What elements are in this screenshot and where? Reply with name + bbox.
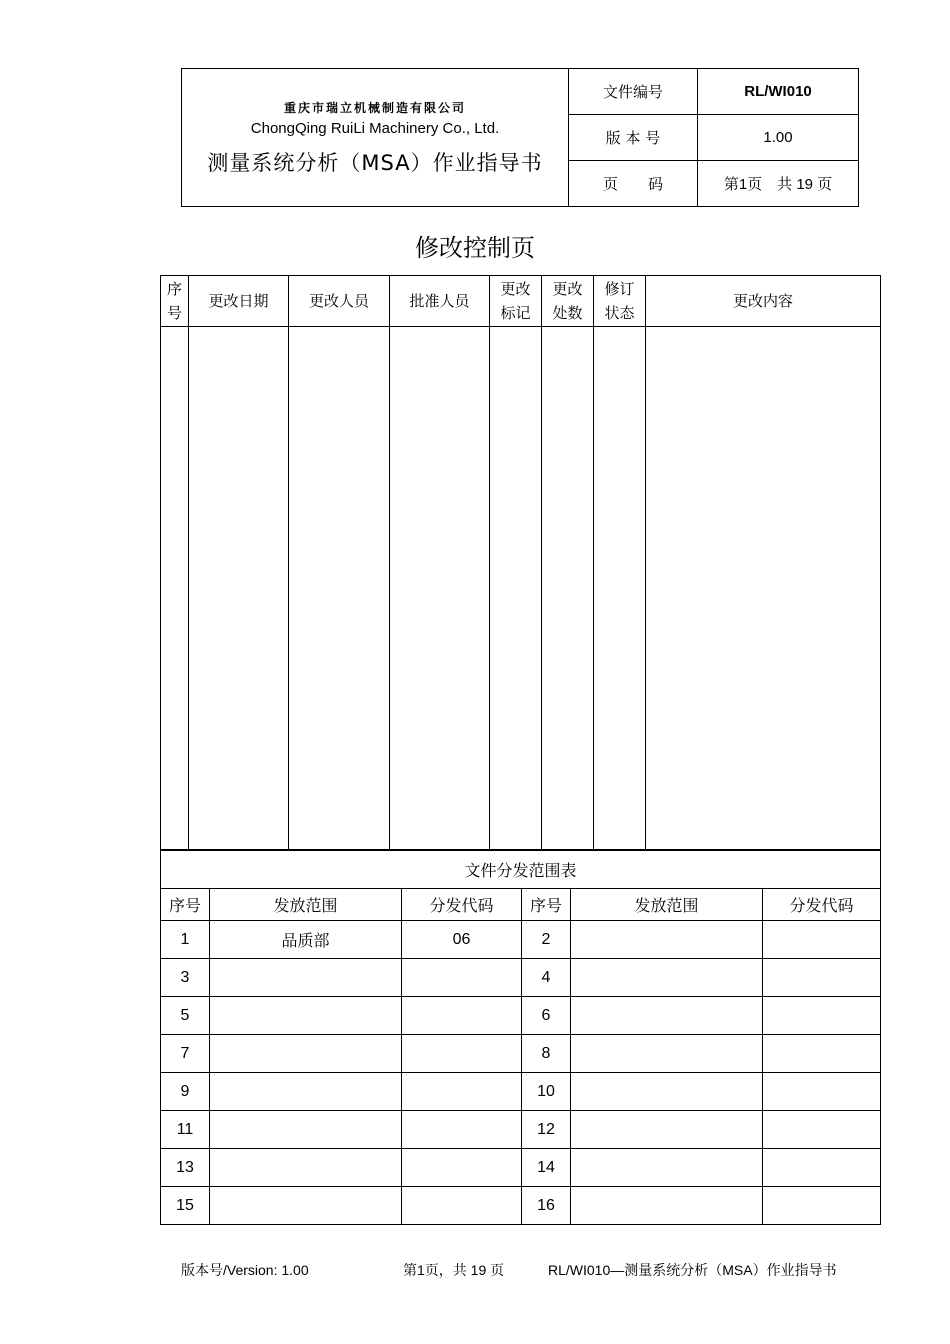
dist-header-code: 分发代码: [763, 889, 881, 921]
page-value: 第1页 共 19 页: [698, 161, 859, 207]
dist-cell-code: [763, 921, 881, 959]
dist-cell-scope: [210, 1035, 402, 1073]
revision-cell: [490, 327, 542, 850]
col-header-no: 序号: [161, 276, 189, 327]
table-row: [161, 959, 881, 997]
revision-cell: [189, 327, 289, 850]
document-header: [181, 68, 859, 207]
distribution-table: [160, 850, 881, 1225]
dist-cell-no: 4: [522, 959, 571, 997]
dist-cell-scope: [571, 1187, 763, 1225]
dist-cell-scope: [571, 1035, 763, 1073]
dist-cell-no: 14: [522, 1149, 571, 1187]
col-header-count: 更改处数: [542, 276, 594, 327]
dist-header-scope: 发放范围: [571, 889, 763, 921]
dist-cell-no: 16: [522, 1187, 571, 1225]
dist-cell-code: [763, 1149, 881, 1187]
dist-cell-scope: [210, 1073, 402, 1111]
dist-cell-no: 10: [522, 1073, 571, 1111]
dist-cell-no: 15: [161, 1187, 210, 1225]
revision-cell: [542, 327, 594, 850]
dist-header-code: 分发代码: [402, 889, 522, 921]
version-label: 版 本 号: [569, 115, 698, 161]
dist-cell-no: 3: [161, 959, 210, 997]
dist-cell-scope: [210, 1149, 402, 1187]
company-name-cn: 重庆市瑞立机械制造有限公司: [283, 100, 466, 115]
dist-cell-no: 7: [161, 1035, 210, 1073]
revision-cell: [646, 327, 881, 850]
dist-cell-no: 12: [522, 1111, 571, 1149]
dist-cell-scope: 品质部: [210, 921, 402, 959]
revision-body-row: [161, 327, 881, 850]
dist-cell-code: [402, 1111, 522, 1149]
col-header-approver: 批准人员: [390, 276, 490, 327]
footer-page: 第1页，共 19 页: [403, 1262, 505, 1278]
version-value: 1.00: [698, 115, 859, 161]
dist-cell-scope: [571, 921, 763, 959]
table-row: [161, 1073, 881, 1111]
dist-cell-scope: [571, 1111, 763, 1149]
dist-cell-code: [763, 1111, 881, 1149]
doc-no-label: 文件编号: [569, 69, 698, 115]
col-header-date: 更改日期: [189, 276, 289, 327]
dist-cell-code: [402, 959, 522, 997]
dist-cell-no: 1: [161, 921, 210, 959]
dist-cell-code: [763, 1187, 881, 1225]
page-title: 修改控制页: [415, 234, 535, 262]
dist-cell-scope: [571, 1073, 763, 1111]
dist-cell-scope: [571, 959, 763, 997]
dist-cell-no: 11: [161, 1111, 210, 1149]
table-row: [161, 1149, 881, 1187]
revision-table: [160, 275, 881, 850]
dist-cell-code: [402, 1149, 522, 1187]
dist-cell-no: 5: [161, 997, 210, 1035]
dist-cell-no: 9: [161, 1073, 210, 1111]
dist-cell-scope: [210, 1111, 402, 1149]
dist-cell-no: 8: [522, 1035, 571, 1073]
revision-cell: [390, 327, 490, 850]
col-header-changer: 更改人员: [289, 276, 390, 327]
dist-cell-code: [402, 1035, 522, 1073]
dist-cell-code: [763, 997, 881, 1035]
dist-cell-code: [763, 959, 881, 997]
footer-version: 版本号/Version: 1.00: [181, 1262, 309, 1278]
revision-cell: [289, 327, 390, 850]
company-name-en: ChongQing RuiLi Machinery Co., Ltd.: [250, 119, 500, 137]
distribution-header-row: [161, 889, 881, 921]
dist-cell-code: [402, 1073, 522, 1111]
dist-header-no: 序号: [522, 889, 571, 921]
col-header-status: 修订状态: [594, 276, 646, 327]
doc-no-value: RL/WI010: [698, 69, 859, 115]
table-row: [161, 1111, 881, 1149]
table-row: [161, 997, 881, 1035]
table-row: [161, 1187, 881, 1225]
dist-cell-no: 6: [522, 997, 571, 1035]
dist-cell-scope: [571, 997, 763, 1035]
dist-cell-scope: [210, 959, 402, 997]
dist-header-no: 序号: [161, 889, 210, 921]
document-title: 测量系统分析（MSA）作业指导书: [207, 150, 543, 175]
dist-cell-code: [763, 1073, 881, 1111]
dist-cell-code: [402, 997, 522, 1035]
revision-cell: [161, 327, 189, 850]
dist-cell-scope: [210, 997, 402, 1035]
company-block: [182, 69, 569, 207]
dist-header-scope: 发放范围: [210, 889, 402, 921]
dist-cell-no: 2: [522, 921, 571, 959]
dist-cell-no: 13: [161, 1149, 210, 1187]
revision-header-row: [161, 276, 881, 327]
dist-cell-code: [763, 1035, 881, 1073]
distribution-title: 文件分发范围表: [161, 851, 881, 889]
dist-cell-code: [402, 1187, 522, 1225]
table-row: [161, 921, 881, 959]
col-header-content: 更改内容: [646, 276, 881, 327]
footer-document: RL/WI010—测量系统分析（MSA）作业指导书: [548, 1262, 837, 1278]
table-row: [161, 1035, 881, 1073]
dist-cell-code: 06: [402, 921, 522, 959]
dist-cell-scope: [571, 1149, 763, 1187]
col-header-mark: 更改标记: [490, 276, 542, 327]
page-label: 页 码: [569, 161, 698, 207]
revision-cell: [594, 327, 646, 850]
dist-cell-scope: [210, 1187, 402, 1225]
